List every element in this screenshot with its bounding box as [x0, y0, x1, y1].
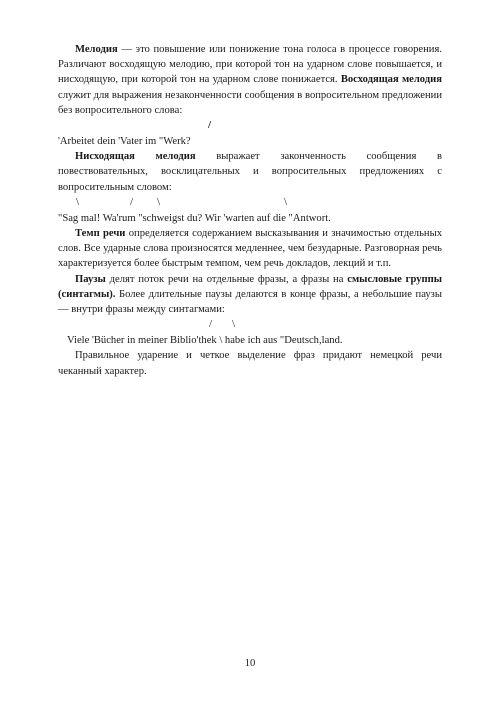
paragraph-text: делят поток речи на отдельные фразы, а фразы на — [105, 273, 348, 285]
term-falling-melody: Нисходящая мелодия — [75, 151, 196, 163]
example-sentence: Viele 'Bücher in meiner Biblio'thek \ habe ich aus "Deutsch,land. — [67, 335, 343, 347]
term-sense-groups: смысловые группы (синтагмы). — [58, 273, 442, 300]
paragraph-melody — [58, 42, 442, 118]
intonation-marks — [58, 118, 442, 134]
rising-tone-mark: / — [208, 119, 212, 132]
paragraph-text: Более длительные паузы делаются в конце фразы, а небольшие паузы — внутри фразы между синтагмами: — [58, 288, 442, 316]
paragraph-text: определяется содержанием высказывания и значимостью отдельных слов. Все ударные слова произносятся медленнее, чем безударные. Разговорная речь характеризуется более быстрым темпом, чем речь докладов, лекций и т.п. — [58, 228, 442, 270]
paragraph-text: служит для выражения незаконченности сообщения в вопросительном предложении без вопросительного слова: — [58, 89, 442, 116]
falling-tone-mark: \ — [284, 195, 288, 208]
term-melody: Мелодия — [75, 44, 118, 55]
term-pauses: Паузы — [75, 273, 106, 285]
paragraph-conclusion: Правильное ударение и четкое выделение фраз придают немецкой речи чеканный характер. — [58, 350, 442, 377]
intonation-marks — [58, 317, 442, 333]
page-text — [58, 42, 442, 379]
paragraph-tempo — [58, 226, 442, 272]
paragraph-pauses — [58, 272, 442, 318]
falling-tone-mark: \ — [76, 195, 80, 208]
paragraph-text: выражает законченность сообщения в повествовательных, восклицательных и вопросительных предложениях с вопросительным словом: — [58, 151, 442, 193]
falling-tone-mark: \ — [232, 318, 236, 331]
example-sentence: "Sag mal! Wa'rum "schweigst du? Wir 'warten auf die "Antwort. — [58, 212, 331, 224]
term-rising-melody: Восходящая мелодия — [340, 74, 442, 86]
term-tempo: Темп речи — [75, 228, 126, 240]
example-sentence: 'Arbeitet dein 'Vater im "Werk? — [58, 136, 191, 148]
falling-tone-mark: \ — [157, 195, 161, 208]
paragraph-text: — это повышение или понижение тона голоса в процессе говорения. Различают восходящую мелодию, при которой тон на ударном слове повышается, и нисходящую, при которой тон на ударном слове понижается. — [58, 44, 442, 86]
rising-tone-mark: / — [209, 318, 213, 331]
intonation-marks — [58, 195, 442, 211]
paragraph-falling-melody — [58, 149, 442, 195]
page-number: 10 — [244, 658, 256, 669]
rising-tone-mark: / — [130, 195, 134, 208]
